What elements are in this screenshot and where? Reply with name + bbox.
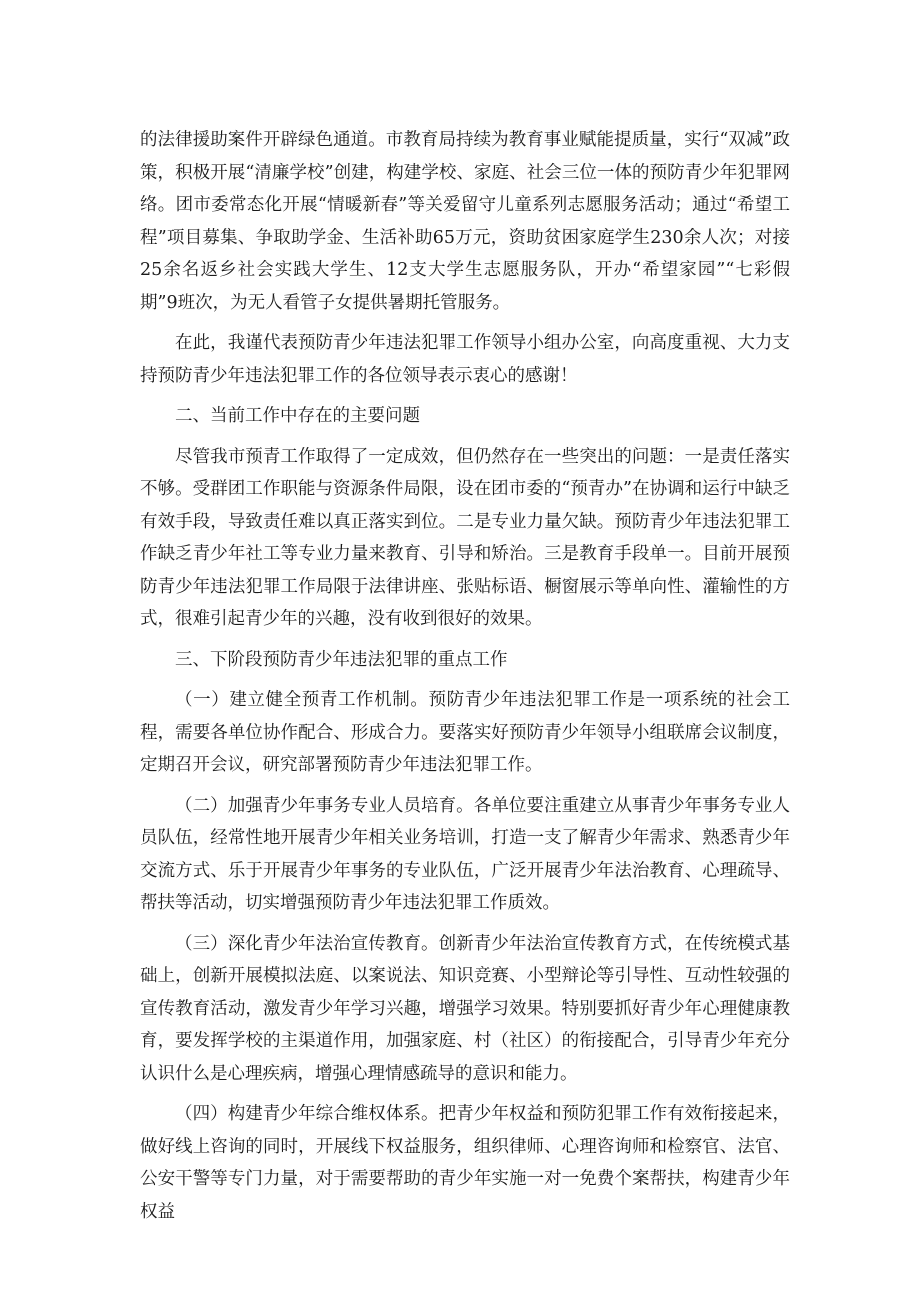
paragraph-legal-education: （三）深化青少年法治宣传教育。创新青少年法治宣传教育方式，在传统模式基础上，创新开展模拟法庭、以案说法、知识竞赛、小型辩论等引导性、互动性较强的宣传教育活动，激发青少年学习兴趣，增强学习效果。特别要抓好青少年心理健康教育，要发挥学校的主渠道作用，加强家庭、村（社区）的衔接配合，引导青少年充分认识什么是心理疾病，增强心理情感疏导的意识和能力。	[140, 933, 790, 1084]
section-heading-problems: 二、当前工作中存在的主要问题	[175, 406, 420, 426]
paragraph-legal-aid: 的法律援助案件开辟绿色通道。市教育局持续为教育事业赋能提质量，实行“双减”政策，积极开展“清廉学校”创建，构建学校、家庭、社会三位一体的预防青少年犯罪网络。团市委常态化开展“情暖新春”等关爱留守儿童系列志愿服务活动；通过“希望工程”项目募集、争取助学金、生活补助65万元，资助贫困家庭学生230余人次；对接25余名返乡社会实践大学生、12支大学生志愿服务队，开办“希望家园”“七彩假期”9班次，为无人看管子女提供暑期托管服务。	[140, 130, 790, 313]
document-page	[140, 124, 790, 1236]
paragraph-mechanism: （一）建立健全预青工作机制。预防青少年违法犯罪工作是一项系统的社会工程，需要各单位协作配合、形成合力。要落实好预防青少年领导小组联席会议制度，定期召开会议，研究部署预防青少年违法犯罪工作。	[140, 690, 790, 775]
paragraph-thanks: 在此，我谨代表预防青少年违法犯罪工作领导小组办公室，向高度重视、大力支持预防青少年违法犯罪工作的各位领导表示衷心的感谢！	[140, 333, 790, 386]
paragraph-problems: 尽管我市预青工作取得了一定成效，但仍然存在一些突出的问题：一是责任落实不够。受群团工作职能与资源条件局限，设在团市委的“预青办”在协调和运行中缺乏有效手段，导致责任难以真正落实到位。二是专业力量欠缺。预防青少年违法犯罪工作缺乏青少年社工等专业力量来教育、引导和矫治。三是教育手段单一。目前开展预防青少年违法犯罪工作局限于法律讲座、张贴标语、橱窗展示等单向性、灌输性的方式，很难引起青少年的兴趣，没有收到很好的效果。	[140, 446, 790, 629]
section-heading-key-work: 三、下阶段预防青少年违法犯罪的重点工作	[175, 649, 508, 670]
paragraph-rights-protection: （四）构建青少年综合维权体系。把青少年权益和预防犯罪工作有效衔接起来，做好线上咨询的同时，开展线下权益服务，组织律师、心理咨询师和检察官、法官、公安干警等专门力量，对于需要帮助的青少年实施一对一免费个案帮扶，构建青少年权益	[140, 1104, 790, 1222]
paragraph-professional-staff: （二）加强青少年事务专业人员培育。各单位要注重建立从事青少年事务专业人员队伍，经常性地开展青少年相关业务培训，打造一支了解青少年需求、熟悉青少年交流方式、乐于开展青少年事务的专业队伍，广泛开展青少年法治教育、心理疏导、帮扶等活动，切实增强预防青少年违法犯罪工作质效。	[140, 795, 790, 913]
